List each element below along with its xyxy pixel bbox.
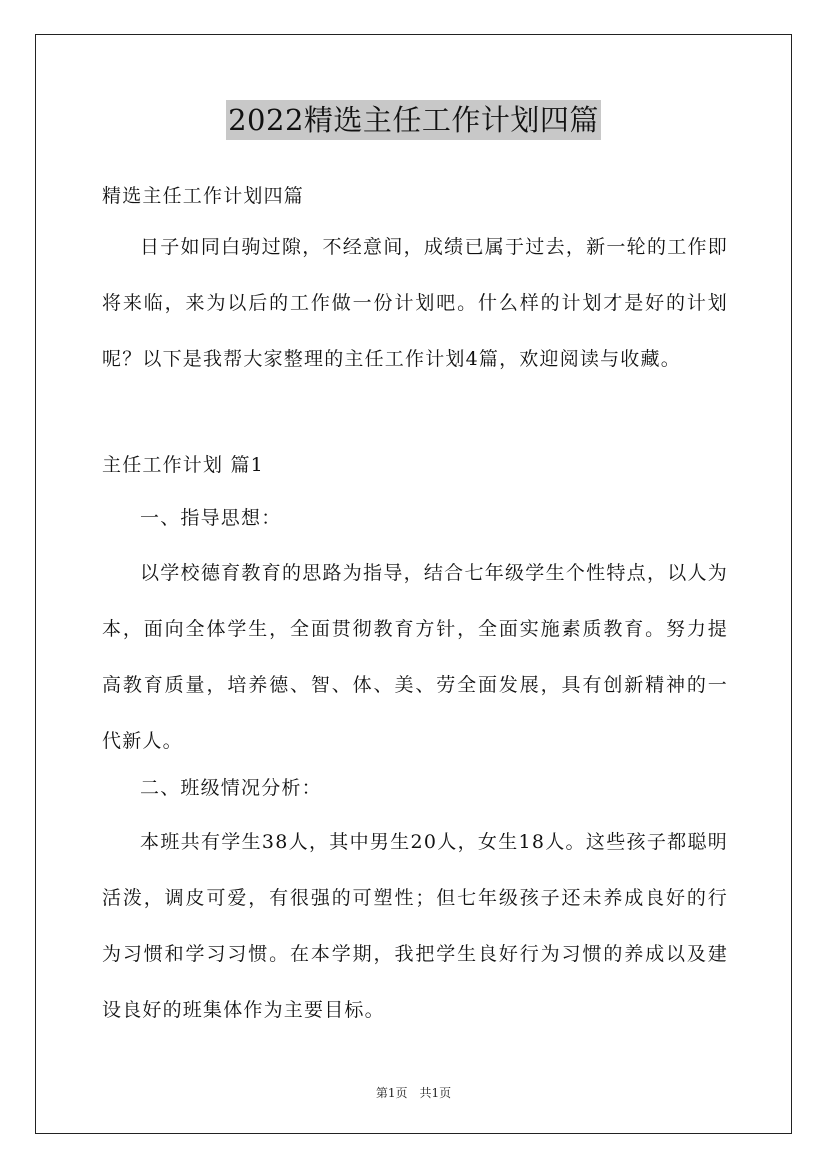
intro-paragraph: 日子如同白驹过隙，不经意间，成绩已属于过去，新一轮的工作即将来临，来为以后的工作做一份计划吧。什么样的计划才是好的计划呢？以下是我帮大家整理的主任工作计划4篇，欢迎阅读与收藏。: [102, 236, 728, 370]
paragraph-guiding-ideology: 以学校德育教育的思路为指导，结合七年级学生个性特点，以人为本，面向全体学生，全面贯彻教育方针，全面实施素质教育。努力提高教育质量，培养德、智、体、美、劳全面发展，具有创新精神的一代新人。: [102, 562, 728, 752]
document-title: 2022精选主任工作计划四篇: [226, 100, 601, 140]
document-subtitle: 精选主任工作计划四篇: [102, 185, 305, 207]
heading-class-analysis: 二、班级情况分析：: [140, 777, 322, 799]
paragraph-class-analysis: 本班共有学生38人，其中男生20人，女生18人。这些孩子都聪明活泼，调皮可爱，有很强的可塑性；但七年级孩子还未养成良好的行为习惯和学习习惯。在本学期，我把学生良好行为习惯的养成以及建设良好的班集体作为主要目标。: [102, 831, 728, 1021]
title-container: [0, 100, 827, 140]
section-heading: 主任工作计划 篇1: [102, 454, 264, 476]
page-number: 第1页 共1页: [375, 1086, 452, 1100]
heading-guiding-ideology: 一、指导思想：: [140, 507, 282, 529]
